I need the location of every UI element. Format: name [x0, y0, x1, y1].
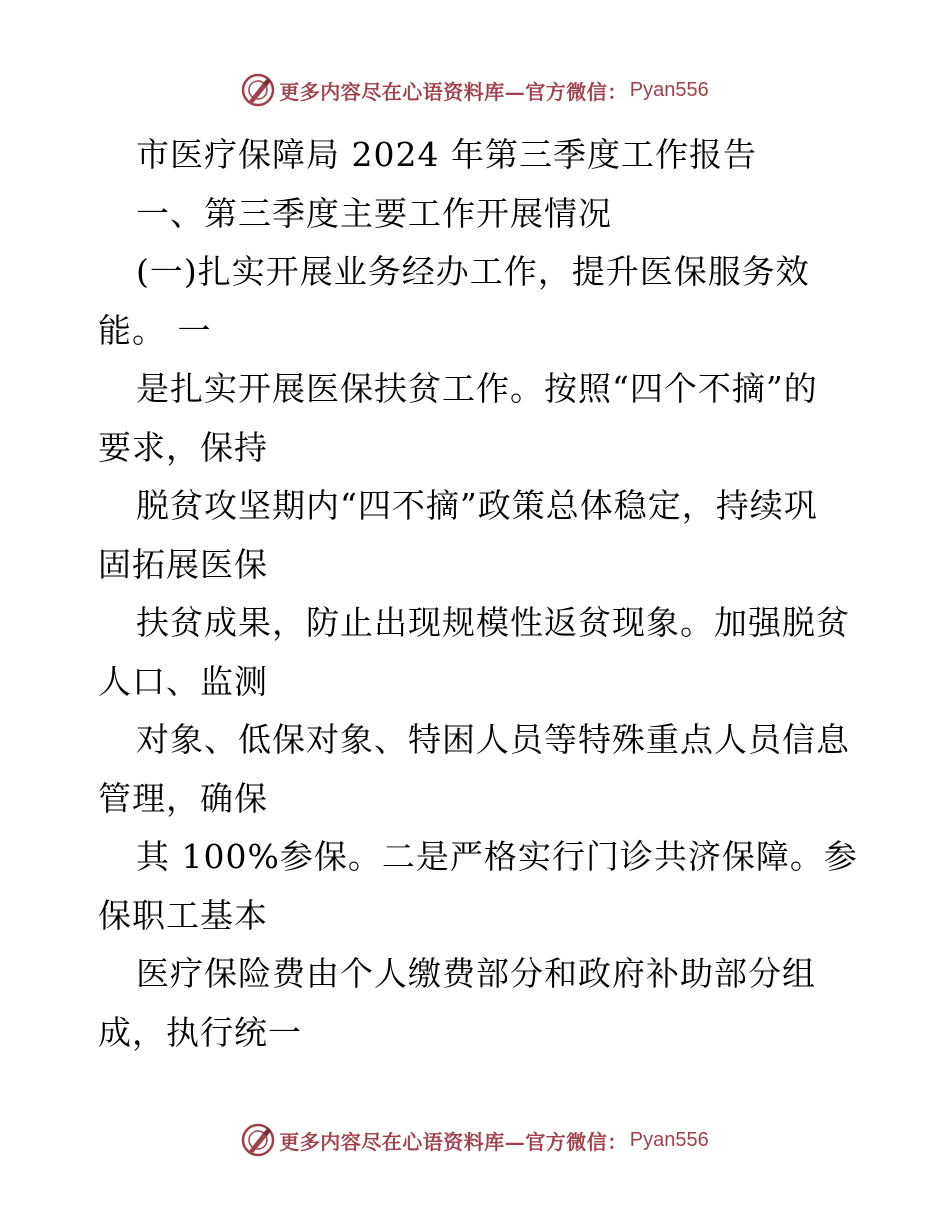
pen-logo-icon — [241, 1123, 275, 1157]
section-heading: 一、第三季度主要工作开展情况 — [136, 193, 612, 233]
text-line: 医疗保险费由个人缴费部分和政府补助部分组 — [136, 954, 816, 993]
header-banner — [0, 70, 950, 110]
text-line: 保职工基本 — [98, 895, 268, 935]
text-line: 扶贫成果，防止出现规模性返贫现象。加强脱贫 — [136, 603, 850, 642]
banner-wechat-id: Pyan556 — [629, 78, 709, 101]
text-line: 管理，确保 — [98, 778, 268, 818]
text-line: 人口、监测 — [98, 661, 268, 701]
subsection-heading: (一)扎实开展业务经办工作，提升医保服务效 — [136, 252, 810, 291]
banner-wechat-id: Pyan556 — [629, 1128, 709, 1151]
footer-banner — [0, 1120, 950, 1160]
text-line: 固拓展医保 — [98, 544, 268, 584]
text-line: 其 100%参保。二是严格实行门诊共济保障。参 — [136, 837, 858, 876]
banner-text: 更多内容尽在心语资料库—官方微信： — [279, 1129, 628, 1154]
banner-text: 更多内容尽在心语资料库—官方微信： — [279, 79, 628, 104]
text-line: 要求，保持 — [98, 427, 268, 467]
pen-logo-icon — [241, 73, 275, 107]
text-line: 脱贫攻坚期内“四不摘”政策总体稳定，持续巩 — [136, 486, 818, 525]
text-line: 成，执行统一 — [98, 1012, 302, 1052]
document-body — [98, 126, 858, 1062]
doc-title: 市医疗保障局 2024 年第三季度工作报告 — [136, 135, 757, 174]
text-line: 对象、低保对象、特困人员等特殊重点人员信息 — [136, 720, 850, 759]
text-line: 能。 一 — [98, 310, 212, 350]
text-line: 是扎实开展医保扶贫工作。按照“四个不摘”的 — [136, 369, 818, 408]
